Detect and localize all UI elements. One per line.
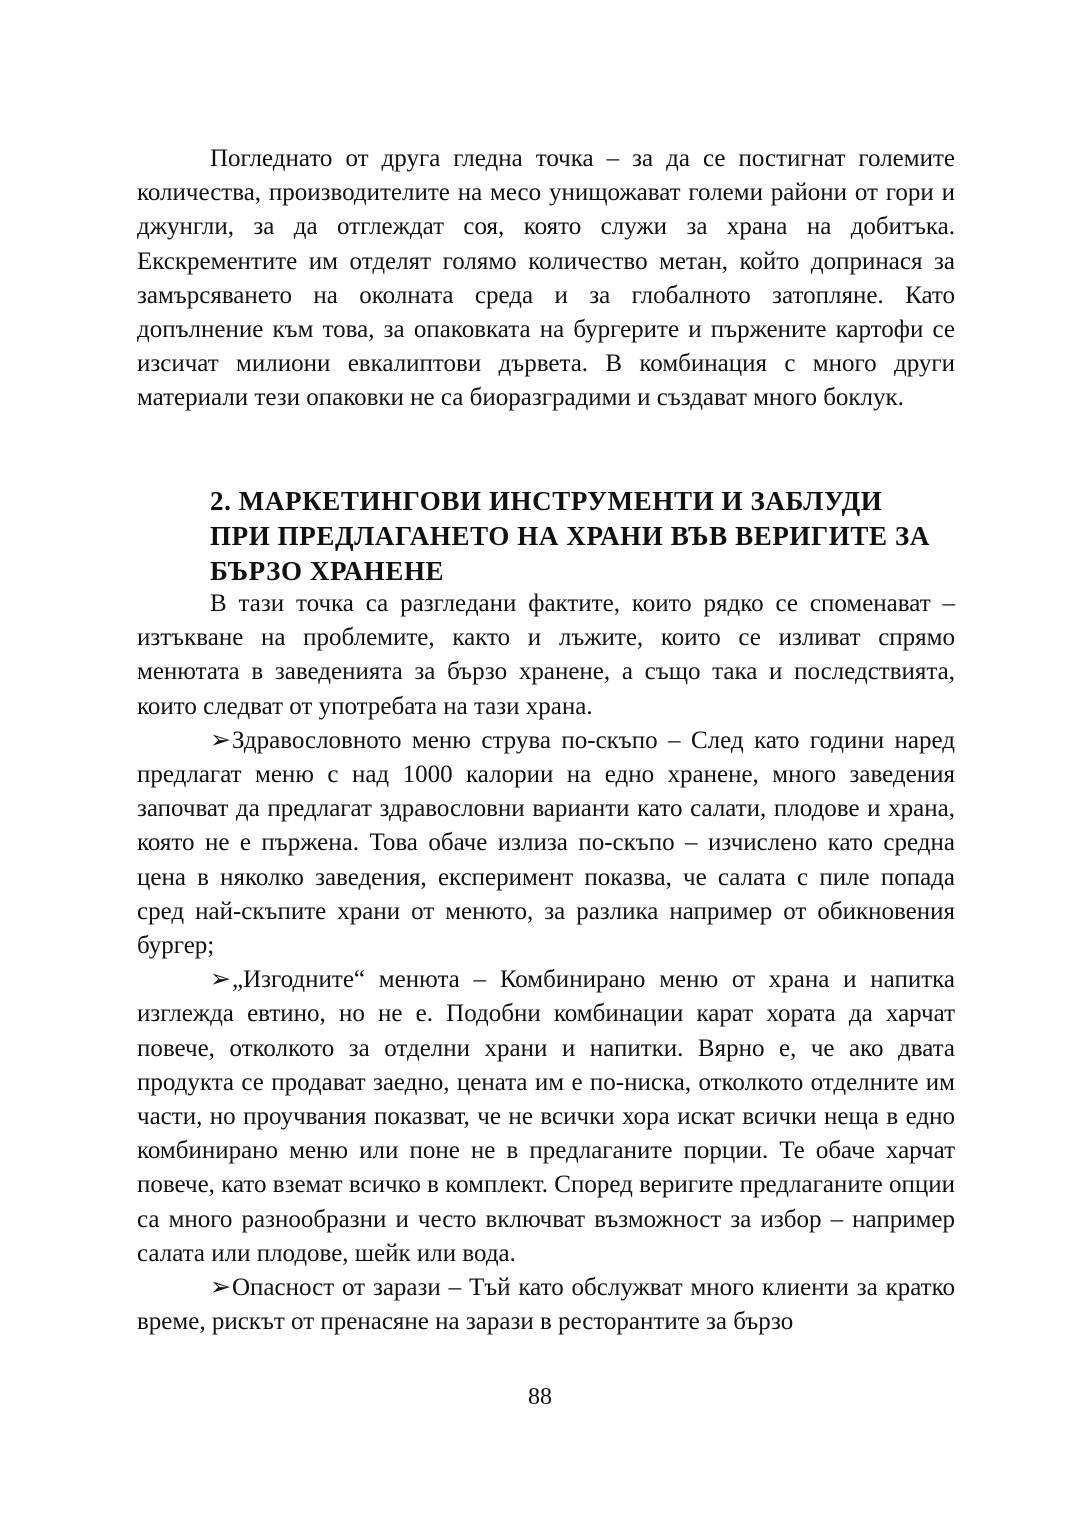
bullet-text: Здравословното меню струва по-скъпо – След като години наред предлагат меню с над 1000 калории на едно хранене, много заведения започват да предлагат здравословни варианти като салати, плодове и храна, която не е пържена. Това обаче излиза по-скъпо – изчислено като средна цена в няколко заведения, експеримент показва, че салата с пиле попада сред най-скъпите храни от менюто, за разлика например от обикновения бургер; <box>137 726 955 960</box>
section-body <box>137 587 955 1339</box>
section-lead-paragraph: В тази точка са разгледани фактите, които рядко се споменават – изтъкване на проблемите, както и лъжите, които се изливат спрямо менютата в заведенията за бързо хранене, а също така и последствията, които следват от употребата на тази храна. <box>137 590 955 720</box>
page-number: 88 <box>528 1384 552 1410</box>
bullet-item <box>137 963 955 1271</box>
bullet-text: „Изгодните“ менюта – Комбинирано меню от храна и напитка изглежда евтино, но не е. Подобни комбинации карат хората да харчат повече, отколкото за отделни храни и напитки. Вярно е, че ако двата продукта се продават заедно, цената им е по-ниска, отколкото отделните им части, но проучвания показват, че не всички хора искат всички неща в едно комбинирано меню или поне не в предлаганите порции. Те обаче харчат повече, като вземат всичко в комплект. Според веригите предлаганите опции са много разнообразни и често включват възможност за избор – например салата или плодове, шейк или вода. <box>137 966 955 1267</box>
intro-paragraph: Погледнато от друга гледна точка – за да се постигнат големите количества, производителите на месо унищожават големи райони от гори и джунгли, за да отглеждат соя, която служи за храна на добитъка. Екскрементите им отделят голямо количество метан, който допринася за замърсяването на околната среда и за глобалното затопляне. Като допълнение към това, за опаковката на бургерите и пържените картофи се изсичат милиони евкалиптови дървета. В комбинация с много други материали тези опаковки не са биоразградими и създават много боклук. <box>137 145 955 412</box>
bullet-text: Опасност от зарази – Тъй като обслужват много клиенти за кратко време, рискът от пренасяне на зарази в ресторантите за бързо <box>137 1274 955 1336</box>
bullet-item <box>137 1271 955 1339</box>
section-heading: 2. МАРКЕТИНГОВИ ИНСТРУМЕНТИ И ЗАБЛУДИ ПРИ ПРЕДЛАГАНЕТО НА ХРАНИ ВЪВ ВЕРИГИТЕ ЗА БЪРЗО ХРАНЕНЕ <box>210 486 930 586</box>
bullet-item <box>137 724 955 963</box>
arrow-bullet-icon: ➢ <box>210 1274 231 1302</box>
arrow-bullet-icon: ➢ <box>210 726 231 754</box>
arrow-bullet-icon: ➢ <box>210 966 231 994</box>
intro-block <box>137 142 955 416</box>
